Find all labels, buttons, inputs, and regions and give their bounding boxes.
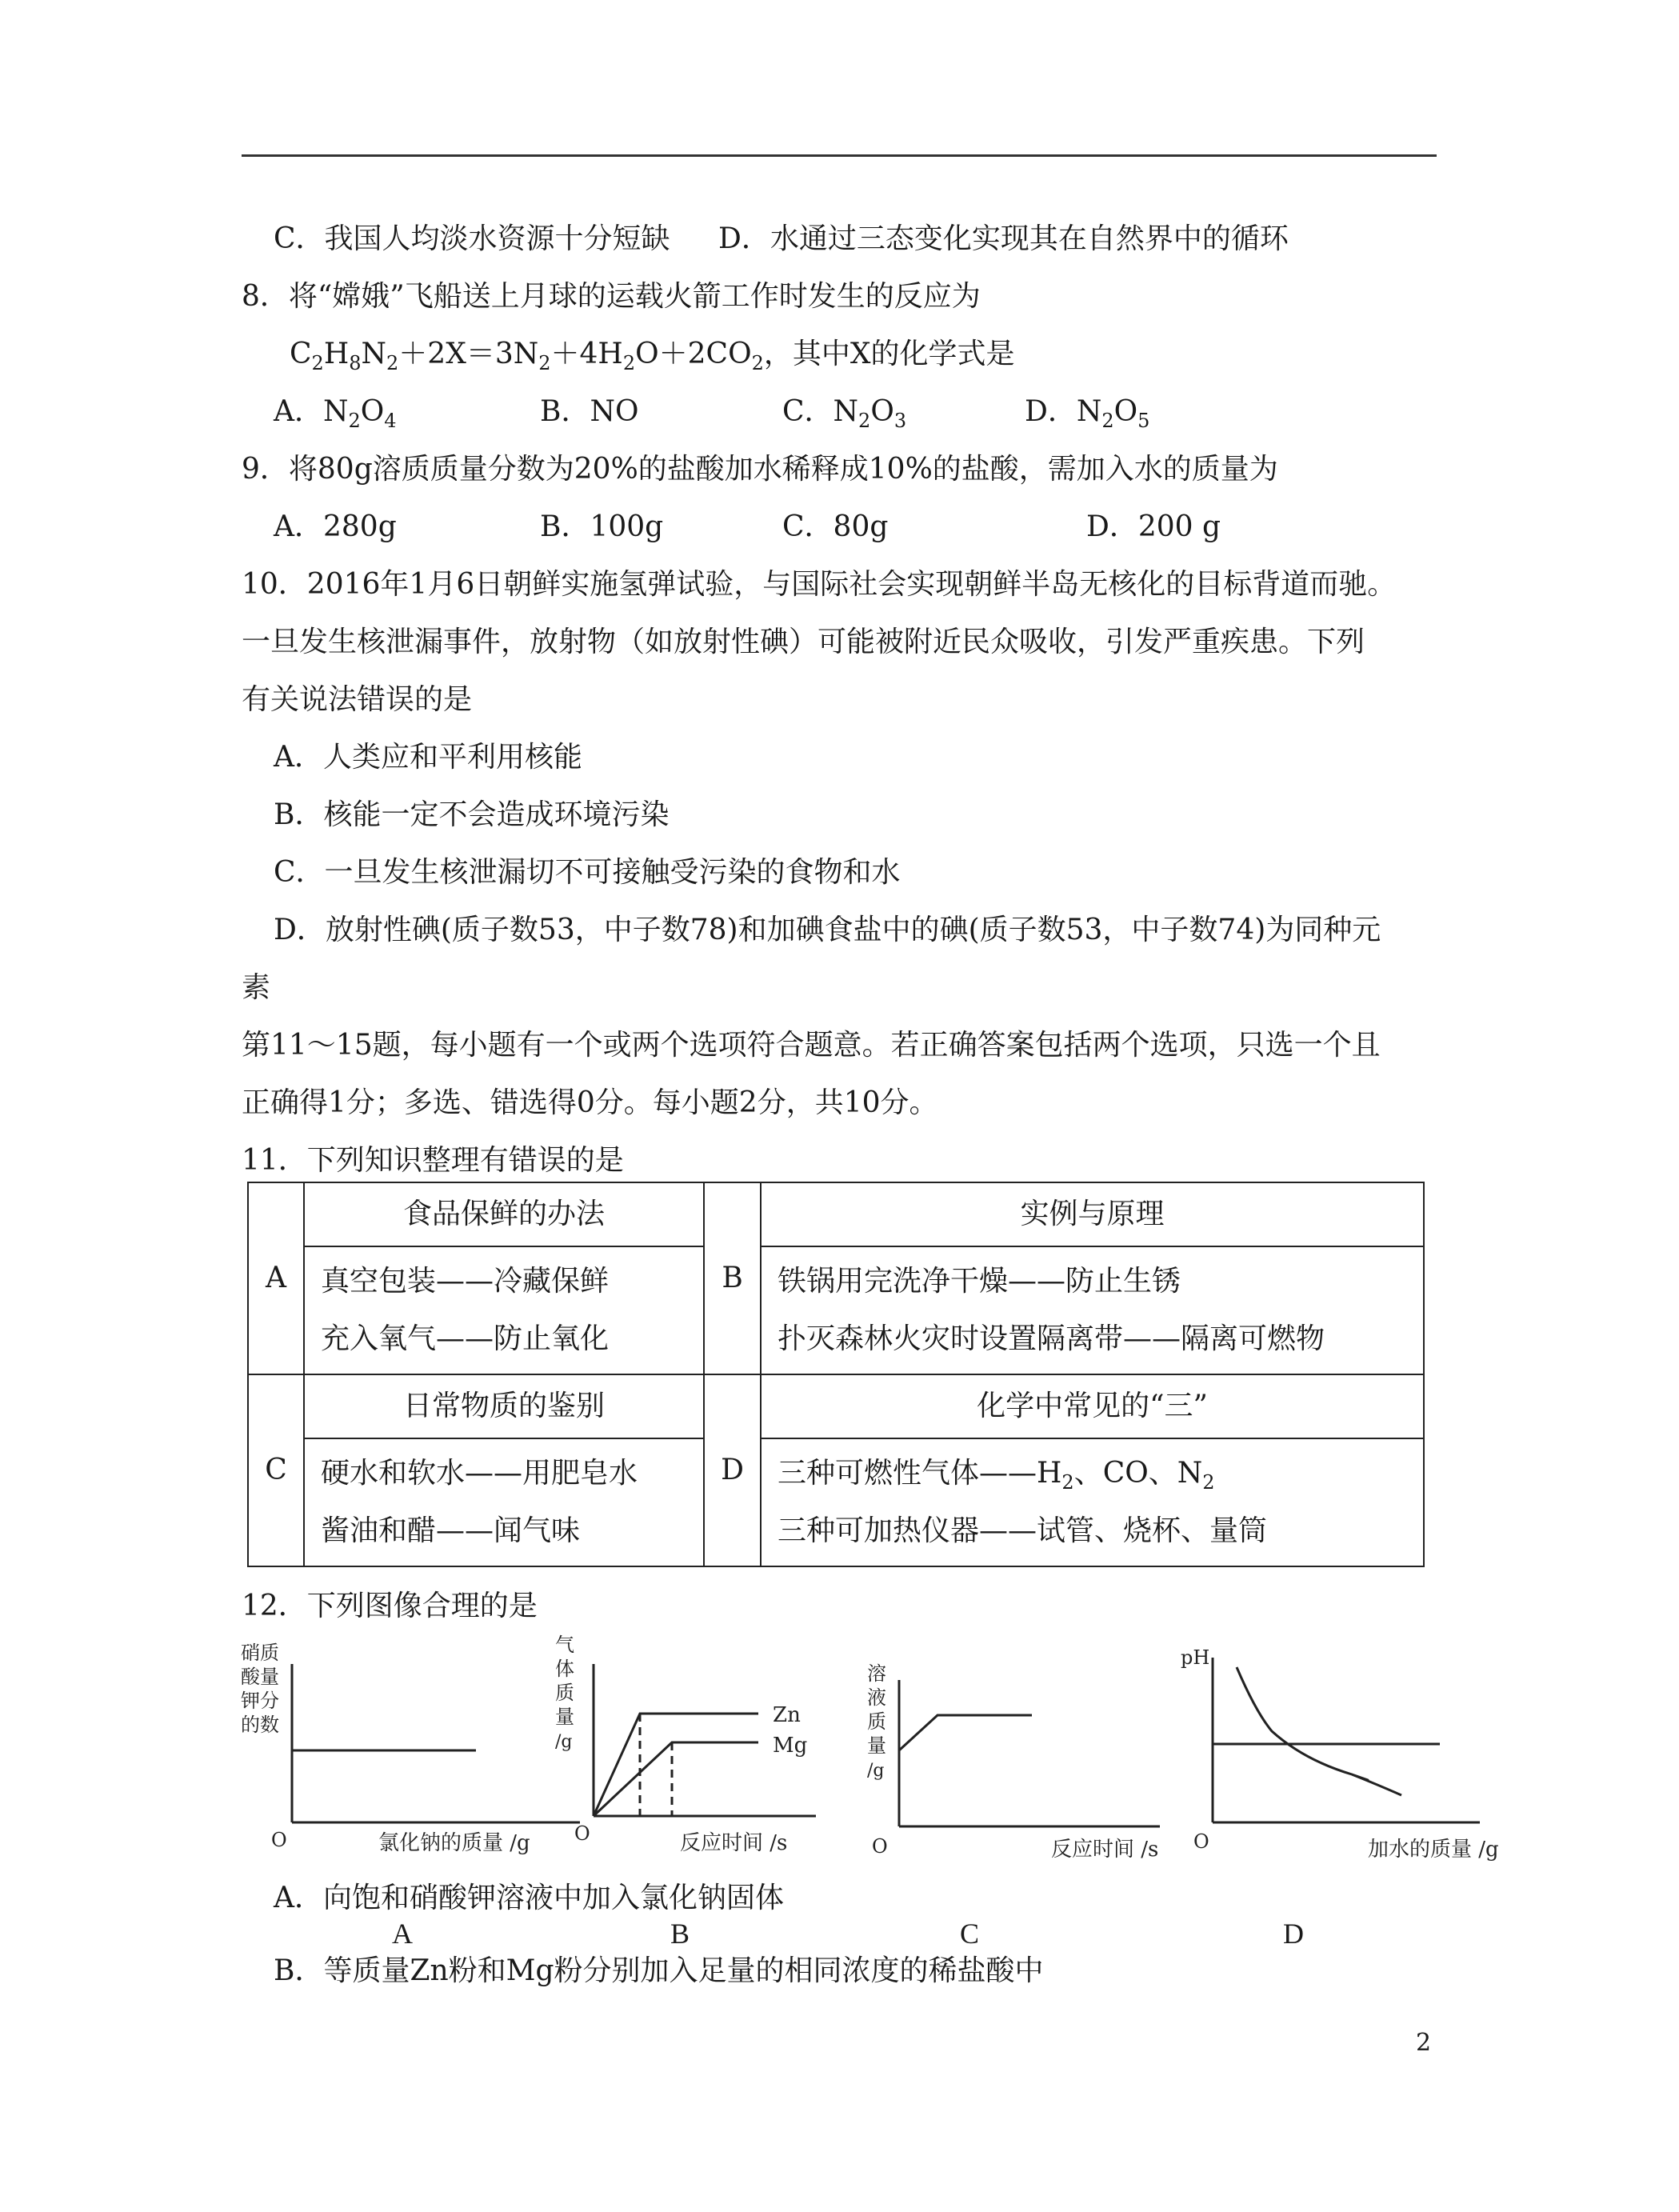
header-rule (242, 154, 1437, 157)
table-body-d: 三种可燃性气体$——H_2$、CO、$N_2$ 三种可加热仪器——试管、烧杯、量筒 (761, 1438, 1424, 1566)
graph-c-ylabel-1: 溶 (867, 1662, 886, 1685)
graph-b-zn-label: Zn (773, 1703, 801, 1727)
graph-c-ylabel-4: 量 (867, 1734, 886, 1757)
table-head-a: 食品保鲜的办法 (304, 1182, 704, 1246)
table-letter-c: C (248, 1374, 304, 1566)
table-head-d: 化学中常见的“三” (761, 1374, 1424, 1438)
section-instruction-line2: 正确得1分；多选、错选得0分。每小题2分，共10分。 (242, 1086, 938, 1119)
graph-a-ylabel-1: 硝质 (241, 1642, 279, 1664)
table-body-a: 真空包装——冷藏保鲜 充入氧气——防止氧化 (304, 1246, 704, 1374)
q9-option-b: B．100g (540, 510, 664, 543)
graph-a-ylabel-3: 钾分 (241, 1690, 279, 1712)
table-head-b: 实例与原理 (761, 1182, 1424, 1246)
graph-c-curve (899, 1715, 1032, 1750)
graph-a (236, 1632, 604, 1856)
q10-option-d-cont: 素 (242, 971, 271, 1004)
table-letter-b: B (704, 1182, 761, 1374)
q12-stem: 12．下列图像合理的是 (242, 1590, 538, 1622)
graph-b-ylabel-3: 质 (555, 1682, 574, 1704)
graph-d (1176, 1632, 1504, 1864)
graph-b-mg-label: Mg (773, 1734, 808, 1758)
graph-d-origin: O (1193, 1830, 1209, 1853)
q8-option-d: D．$N_2O_5$ (1025, 395, 1150, 432)
table-body-c: 硬水和软水——用肥皂水 酱油和醋——闻气味 (304, 1438, 704, 1566)
q8-option-c: C．$N_2O_3$ (782, 395, 907, 432)
graph-b-mg-curve (594, 1742, 758, 1816)
table-head-c: 日常物质的鉴别 (304, 1374, 704, 1438)
graph-a-ylabel-2: 酸量 (241, 1666, 279, 1688)
q10-option-b: B．核能一定不会造成环境污染 (274, 798, 670, 831)
page-number: 2 (1416, 2029, 1432, 2057)
q8-option-b: B．NO (540, 395, 639, 428)
graph-b-ylabel-5: /g (555, 1732, 573, 1752)
table-letter-a: A (248, 1182, 304, 1374)
table-letter-d: D (704, 1374, 761, 1566)
graph-c-ylabel-5: /g (867, 1761, 885, 1781)
graph-d-curve (1237, 1667, 1401, 1795)
graph-a-ylabel-4: 的数 (241, 1714, 279, 1736)
q10-option-a: A．人类应和平利用核能 (274, 741, 582, 774)
q10-stem-line1: 10．2016年1月6日朝鲜实施氢弹试验，与国际社会实现朝鲜半岛无核化的目标背道而驰。 (242, 568, 1397, 601)
graph-d-xlabel: 加水的质量 /g (1368, 1838, 1499, 1862)
q12-option-b: B．等质量Zn粉和Mg粉分别加入足量的相同浓度的稀盐酸中 (274, 1954, 1044, 1987)
q10-stem-line3: 有关说法错误的是 (242, 683, 473, 716)
graph-c-ylabel-3: 质 (867, 1710, 886, 1733)
q9-stem: 9．将80g溶质质量分数为20%的盐酸加水稀释成10%的盐酸，需加入水的质量为 (242, 453, 1278, 486)
q10-option-c: C．一旦发生核泄漏切不可接触受污染的食物和水 (274, 856, 901, 889)
q9-option-a: A．280g (274, 510, 397, 543)
q8-option-a: A．$N_2O_4$ (274, 395, 397, 432)
table-body-b: 铁锅用完洗净干燥——防止生锈 扑灭森林火灾时设置隔离带——隔离可燃物 (761, 1246, 1424, 1374)
q7-option-c: C．我国人均淡水资源十分短缺 (274, 222, 670, 255)
graph-b (552, 1632, 872, 1856)
q9-option-c: C．80g (782, 510, 889, 543)
graph-c-xlabel: 反应时间 /s (1051, 1838, 1159, 1862)
graph-b-zn-curve (594, 1714, 758, 1816)
q11-knowledge-table (247, 1182, 1425, 1567)
graph-a-xlabel: 氯化钠的质量 /g (378, 1831, 530, 1855)
graph-c-caption: C (960, 1918, 980, 1950)
graph-a-origin: O (271, 1829, 287, 1851)
q10-stem-line2: 一旦发生核泄漏事件，放射物（如放射性碘）可能被附近民众吸收，引发严重疾患。下列 (242, 626, 1365, 658)
graph-b-ylabel-2: 体 (555, 1658, 574, 1680)
q8-stem: 8．将“嫦娥”飞船送上月球的运载火箭工作时发生的反应为 (242, 280, 981, 313)
q9-option-d: D．200 g (1086, 510, 1221, 543)
graph-d-caption: D (1283, 1918, 1304, 1950)
graph-d-ylabel: pH (1181, 1646, 1210, 1669)
graph-b-ylabel-4: 量 (555, 1706, 574, 1728)
graph-c-ylabel-2: 液 (867, 1686, 886, 1709)
graph-c-origin: O (872, 1835, 888, 1858)
graph-c (864, 1632, 1184, 1864)
graph-b-ylabel-1: 气 (555, 1634, 574, 1656)
q8-equation: $C_2H_8N_2+2X=3N_2+4H_2O+2CO_2$，其中X的化学式是 (290, 338, 1015, 374)
graph-b-origin: O (574, 1822, 590, 1845)
q7-option-d: D．水通过三态变化实现其在自然界中的循环 (718, 222, 1289, 255)
graph-b-caption: B (670, 1918, 690, 1950)
section-instruction-line1: 第11～15题，每小题有一个或两个选项符合题意。若正确答案包括两个选项，只选一个且 (242, 1029, 1381, 1062)
q12-option-a: A．向饱和硝酸钾溶液中加入氯化钠固体 (274, 1882, 784, 1914)
graph-a-caption: A (392, 1918, 413, 1950)
q11-stem: 11．下列知识整理有错误的是 (242, 1144, 624, 1177)
q10-option-d: D．放射性碘(质子数53，中子数78)和加碘食盐中的碘(质子数53，中子数74)为同种元 (274, 914, 1381, 946)
graph-b-xlabel: 反应时间 /s (680, 1831, 788, 1855)
